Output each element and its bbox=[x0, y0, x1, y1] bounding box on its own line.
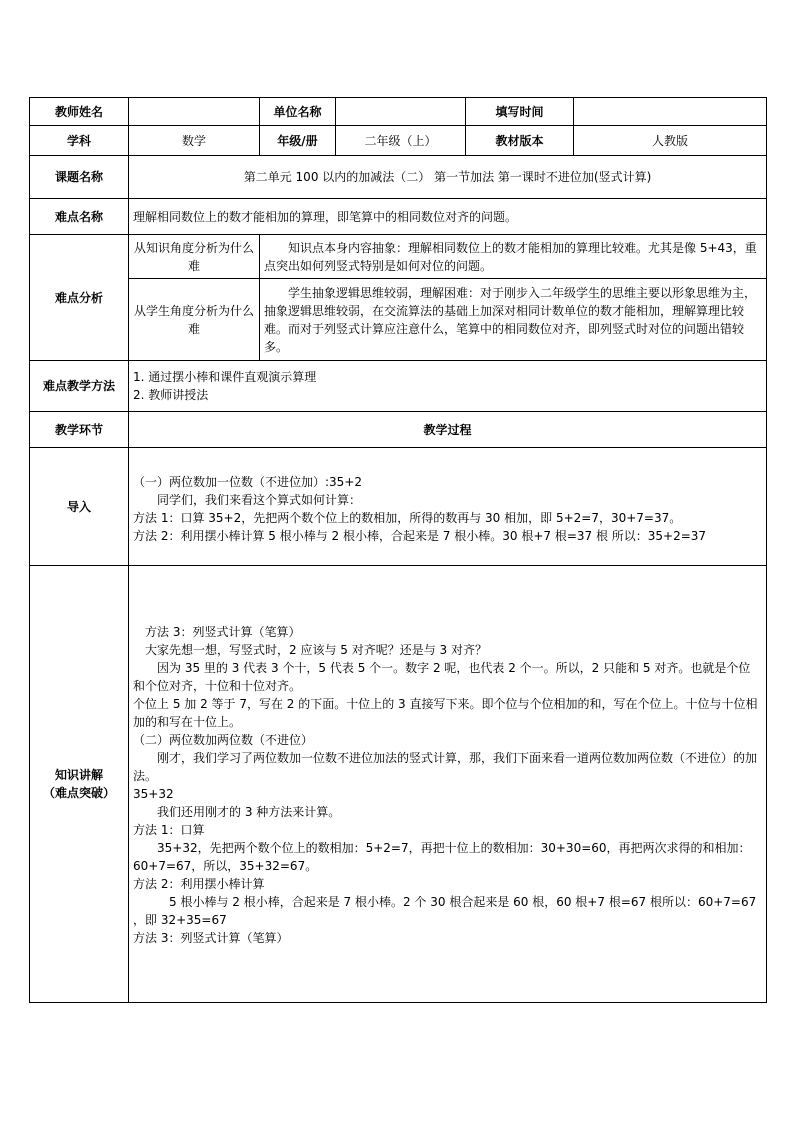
knowledge-line: 方法 2：利用摆小棒计算 bbox=[133, 877, 265, 891]
methods-list bbox=[129, 361, 767, 412]
header-row-1 bbox=[30, 98, 767, 126]
knowledge-sublabel: （难点突破） bbox=[42, 786, 115, 800]
intro-line: （一）两位数加一位数（不进位加）:35+2 bbox=[133, 475, 363, 489]
teacher-name-label: 教师姓名 bbox=[30, 98, 129, 126]
knowledge-label: 知识讲解 bbox=[54, 768, 103, 782]
header-row-2 bbox=[30, 126, 767, 156]
methods-label: 难点教学方法 bbox=[30, 361, 129, 412]
intro-row bbox=[30, 448, 767, 566]
grade-value: 二年级（上） bbox=[336, 126, 466, 156]
unit-name-label: 单位名称 bbox=[260, 98, 336, 126]
knowledge-angle-text bbox=[260, 235, 767, 279]
lesson-plan-table bbox=[29, 97, 767, 1003]
knowledge-line: 方法 3：列竖式计算（笔算） bbox=[133, 931, 289, 945]
subject-label: 学科 bbox=[30, 126, 129, 156]
analysis-knowledge-row bbox=[30, 235, 767, 279]
knowledge-line: 我们还用刚才的 3 种方法来计算。 bbox=[157, 805, 341, 819]
student-angle-label: 从学生角度分析为什么难 bbox=[129, 279, 260, 361]
grade-label: 年级/册 bbox=[260, 126, 336, 156]
student-angle-text bbox=[260, 279, 767, 361]
analysis-student-row bbox=[30, 279, 767, 361]
student-angle-paragraph: 学生抽象逻辑思维较弱，理解困难：对于刚步入二年级学生的思维主要以形象思维为主，抽象逻辑思维较弱，在交流算法的基础上加深对相同计数单位的数才能相加，理解算理比较难。而对于列竖式计算应注意什么，笔算中的相同数位对齐，即列竖式时对位的问题出错较多。 bbox=[264, 285, 757, 354]
knowledge-angle-label: 从知识角度分析为什么难 bbox=[129, 235, 260, 279]
process-header-row bbox=[30, 412, 767, 448]
knowledge-line: 方法 1：口算 bbox=[133, 823, 205, 837]
methods-row bbox=[30, 361, 767, 412]
knowledge-line: 因为 35 里的 3 代表 3 个十，5 代表 5 个一。数字 2 呢，也代表 2 个一。所以，2 只能和 5 对齐。也就是个位和个位对齐，十位和十位对齐。 bbox=[133, 661, 751, 693]
intro-line: 方法 2：利用摆小棒计算 5 根小棒与 2 根小棒，合起来是 7 根小棒。30 根+7 根=37 根 所以：35+2=37 bbox=[133, 529, 707, 543]
intro-content bbox=[129, 448, 767, 566]
intro-line: 方法 1：口算 35+2，先把两个数个位上的数相加，所得的数再与 30 相加，即 5+2=7，30+7=37。 bbox=[133, 511, 682, 525]
knowledge-line: 5 根小棒与 2 根小棒，合起来是 7 根小棒。2 个 30 根合起来是 60 根，60 根+7 根=67 根所以：60+7=67 ，即 32+35=67 bbox=[133, 895, 757, 927]
method-item: 2. 教师讲授法 bbox=[133, 388, 209, 402]
topic-row bbox=[30, 156, 767, 199]
difficulty-label: 难点名称 bbox=[30, 199, 129, 235]
fill-date-label: 填写时间 bbox=[466, 98, 574, 126]
knowledge-line: 大家先想一想，写竖式时，2 应该与 5 对齐呢？还是与 3 对齐？ bbox=[145, 643, 487, 657]
knowledge-line: 35+32，先把两个数个位上的数相加：5+2=7，再把十位上的数相加：30+30=60，再把两次求得的和相加：60+7=67，所以，35+32=67。 bbox=[133, 841, 751, 873]
knowledge-line: 刚才，我们学习了两位数加一位数不进位加法的竖式计算，那，我们下面来看一道两位数加两位数（不进位）的加法。 bbox=[133, 751, 758, 783]
process-content-label: 教学过程 bbox=[129, 412, 767, 448]
intro-label: 导入 bbox=[30, 448, 129, 566]
fill-date-value bbox=[574, 98, 767, 126]
knowledge-row bbox=[30, 566, 767, 1003]
teacher-name-value bbox=[129, 98, 260, 126]
process-stage-label: 教学环节 bbox=[30, 412, 129, 448]
topic-value: 第二单元 100 以内的加减法（二） 第一节加法 第一课时不进位加(竖式计算) bbox=[129, 156, 767, 199]
intro-line: 同学们，我们来看这个算式如何计算： bbox=[157, 493, 362, 507]
knowledge-content bbox=[129, 566, 767, 1003]
knowledge-angle-paragraph: 知识点本身内容抽象：理解相同数位上的数才能相加的算理比较难。尤其是像 5+43，重点突出如何列竖式特别是如何对位的问题。 bbox=[264, 240, 757, 273]
difficulty-value: 理解相同数位上的数才能相加的算理，即笔算中的相同数位对齐的问题。 bbox=[129, 199, 767, 235]
subject-value: 数学 bbox=[129, 126, 260, 156]
knowledge-line: 35+32 bbox=[133, 787, 174, 801]
analysis-label: 难点分析 bbox=[30, 235, 129, 361]
knowledge-label-cell bbox=[30, 566, 129, 1003]
knowledge-line: 方法 3：列竖式计算（笔算） bbox=[145, 625, 301, 639]
edition-value: 人教版 bbox=[574, 126, 767, 156]
method-item: 1. 通过摆小棒和课件直观演示算理 bbox=[133, 370, 317, 384]
topic-label: 课题名称 bbox=[30, 156, 129, 199]
knowledge-line: 个位上 5 加 2 等于 7，写在 2 的下面。十位上的 3 直接写下来。即个位与个位相加的和，写在个位上。十位与十位相加的和写在十位上。 bbox=[133, 697, 758, 729]
difficulty-row bbox=[30, 199, 767, 235]
unit-name-value bbox=[336, 98, 466, 126]
edition-label: 教材版本 bbox=[466, 126, 574, 156]
knowledge-line: （二）两位数加两位数（不进位） bbox=[133, 733, 314, 747]
